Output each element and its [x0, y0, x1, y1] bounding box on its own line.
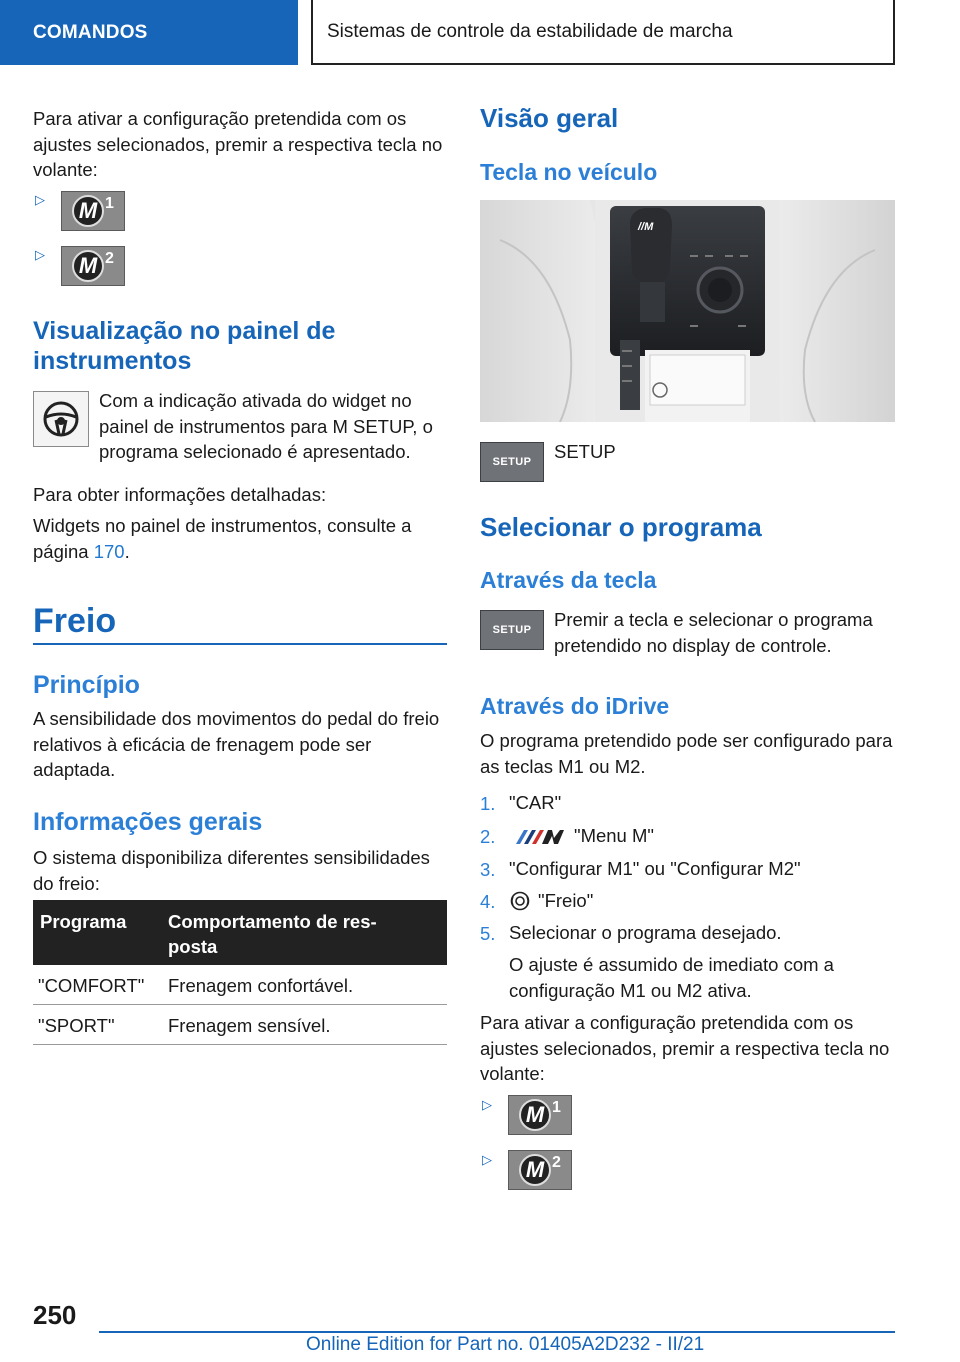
page-number: 250 — [33, 1300, 77, 1330]
overview-heading: Visão geral — [480, 103, 619, 133]
m1-steering-button-icon: M 1 — [61, 191, 125, 231]
intro-paragraph: Para ativar a configuração pretendida com os ajustes selecionados, premir a respectiva tecla no volante: — [33, 108, 443, 180]
setup-button-icon: SETUP — [480, 610, 544, 650]
info-heading: Informações gerais — [33, 808, 263, 836]
step-number: 2. — [480, 826, 496, 847]
bullet-triangle-icon: ▷ — [35, 192, 45, 207]
m-logo: M — [519, 1154, 551, 1186]
m-menu-logo-icon — [510, 828, 566, 846]
step-text: "CAR" — [509, 792, 562, 813]
table-cell-response: Frenagem sensível. — [168, 1015, 331, 1036]
bullet-triangle-icon: ▷ — [482, 1152, 492, 1167]
edition-text: Online Edition for Part no. 01405A2D232 - II/21 — [306, 1334, 705, 1355]
step-number: 5. — [480, 923, 496, 944]
display-heading: Visualização no painel de instrumentos — [33, 317, 336, 375]
select-heading: Selecionar o programa — [480, 512, 762, 542]
key-heading: Tecla no veículo — [480, 159, 658, 185]
setup-label: SETUP — [554, 441, 616, 462]
page-link[interactable]: 170 — [93, 540, 125, 562]
step-text: "Freio" — [538, 890, 594, 911]
steering-wheel-icon — [33, 391, 89, 447]
info-text: O sistema disponibiliza diferentes sensibilidades do freio: — [33, 847, 430, 894]
m1-steering-button-icon: M 1 — [508, 1095, 572, 1135]
m-logo: M — [72, 195, 104, 227]
via-key-heading: Através da tecla — [480, 567, 657, 593]
footer-divider — [99, 1331, 895, 1333]
svg-text://M: //M — [638, 221, 654, 233]
step-number: 4. — [480, 891, 496, 912]
center-console-photo — [480, 200, 895, 422]
table-header-response: Comportamento de res- — [168, 911, 377, 932]
table-cell-response: Frenagem confortável. — [168, 975, 354, 996]
m-logo: M — [519, 1099, 551, 1131]
table-cell-program: "SPORT" — [38, 1015, 115, 1036]
table-row-divider — [33, 1004, 447, 1005]
setup-button-icon: SETUP — [480, 442, 544, 482]
m-logo: M — [72, 250, 104, 282]
via-key-text: Premir a tecla e selecionar o programa pretendido no display de controle. — [554, 609, 873, 656]
bullet-triangle-icon: ▷ — [35, 247, 45, 262]
table-header-program: Programa — [40, 911, 127, 932]
via-idrive-heading: Através do iDrive — [480, 693, 670, 719]
bullet-triangle-icon: ▷ — [482, 1097, 492, 1112]
step-number: 3. — [480, 859, 496, 880]
principio-heading: Princípio — [33, 671, 140, 699]
step-number: 1. — [480, 793, 496, 814]
section-divider — [33, 643, 447, 645]
chapter-title: Sistemas de controle da estabilidade de marcha — [327, 20, 733, 42]
table-row-divider — [33, 1044, 447, 1045]
step-note: O ajuste é assumido de imediato com a configuração M1 ou M2 ativa. — [509, 954, 834, 1001]
details-intro: Para obter informações detalhadas: — [33, 484, 327, 505]
step-text: "Menu M" — [574, 825, 654, 846]
chapter-tab — [311, 0, 895, 65]
step-text: "Configurar M1" ou "Configurar M2" — [509, 858, 801, 879]
table-header-response-cont: posta — [168, 936, 218, 957]
freio-heading: Freio — [33, 602, 117, 640]
outro-paragraph: Para ativar a configuração pretendida com os ajustes selecionados, premir a respectiva tecla no volante: — [480, 1012, 890, 1084]
display-text: Com a indicação ativada do widget no painel de instrumentos para M SETUP, o programa selecionado é apresentado. — [99, 390, 433, 462]
principio-text: A sensibilidade dos movimentos do pedal do freio relativos à eficácia de frenagem pode ser adaptada. — [33, 708, 440, 780]
step-text: Selecionar o programa desejado. — [509, 922, 782, 943]
details-reference: Widgets no painel de instrumentos, consulte a página 170. — [33, 515, 412, 562]
table-cell-program: "COMFORT" — [38, 975, 145, 996]
section-title: COMANDOS — [33, 21, 148, 43]
m2-steering-button-icon: M 2 — [508, 1150, 572, 1190]
section-tab — [0, 0, 298, 65]
via-idrive-text: O programa pretendido pode ser configurado para as teclas M1 ou M2. — [480, 730, 893, 777]
brake-disc-icon — [510, 891, 530, 911]
m2-steering-button-icon: M 2 — [61, 246, 125, 286]
